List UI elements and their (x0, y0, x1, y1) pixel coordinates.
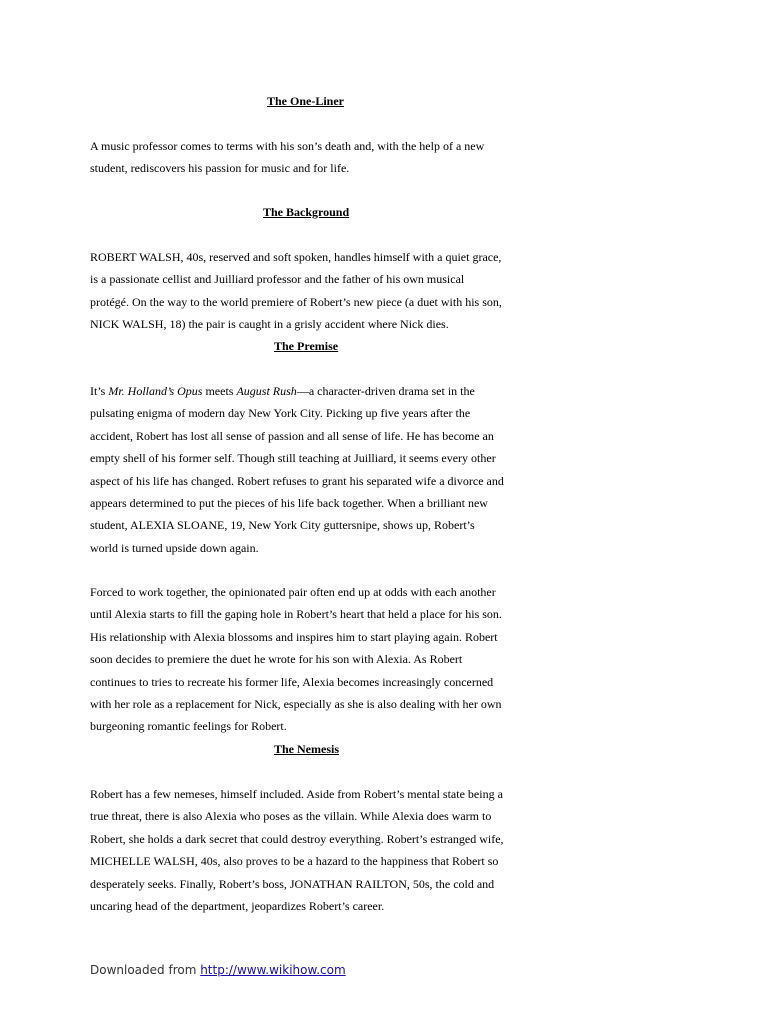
text-line: accident, Robert has lost all sense of passion and all sense of life. He has become an (90, 428, 494, 443)
text-line: desperately seeks. Finally, Robert’s boss, JONATHAN RAILTON, 50s, the cold and (90, 876, 495, 891)
heading-premise: The Premise (274, 339, 339, 353)
text-line: world is turned upside down again. (90, 540, 259, 555)
download-footer (90, 962, 346, 978)
text-line: burgeoning romantic feelings for Robert. (90, 719, 287, 734)
text-line: empty shell of his former self. Though still teaching at Juilliard, it seems every other (90, 451, 496, 466)
text-line: Forced to work together, the opinionated pair often end up at odds with each another (90, 585, 496, 599)
text-line: is a passionate cellist and Juilliard professor and the father of his own musical (90, 272, 465, 287)
text-line: NICK WALSH, 18) the pair is caught in a grisly accident where Nick dies. (90, 317, 449, 332)
text-line: student, ALEXIA SLOANE, 19, New York City guttersnipe, shows up, Robert’s (90, 518, 475, 533)
film-title-mr-hollands-opus: Mr. Holland’s Opus (108, 384, 203, 398)
text-line: His relationship with Alexia blossoms and inspires him to start playing again. Robert (90, 629, 498, 644)
heading-nemesis: The Nemesis (274, 742, 339, 756)
paragraph-one-liner (90, 135, 530, 180)
text-line: aspect of his life has changed. Robert refuses to grant his separated wife a divorce and (90, 473, 504, 488)
text-line (90, 380, 530, 402)
text-line: MICHELLE WALSH, 40s, also proves to be a hazard to the happiness that Robert so (90, 854, 499, 869)
paragraph-background (90, 246, 530, 336)
paragraph-premise (90, 380, 530, 559)
text-line: until Alexia starts to fill the gaping hole in Robert’s heart that held a place for his son. (90, 607, 502, 622)
wikihow-link[interactable]: http://www.wikihow.com (200, 963, 346, 977)
paragraph-nemesis (90, 783, 530, 917)
text-line: ROBERT WALSH, 40s, reserved and soft spoken, handles himself with a quiet grace, (90, 250, 502, 264)
text-line: student, rediscovers his passion for music and for life. (90, 161, 350, 176)
text-line: protégé. On the way to the world premiere of Robert’s new piece (a duet with his son, (90, 294, 502, 309)
text-line: soon decides to premiere the duet he wrote for his son with Alexia. As Robert (90, 652, 463, 667)
premise-prefix: It’s (90, 384, 109, 398)
heading-background: The Background (263, 205, 350, 219)
text-line: Robert has a few nemeses, himself included. Aside from Robert’s mental state being a (90, 787, 503, 801)
text-line: with her role as a replacement for Nick, especially as she is also dealing with her own (90, 697, 502, 712)
premise-suffix: —a character-driven drama set in the (296, 384, 475, 398)
premise-middle: meets (202, 384, 237, 398)
film-title-august-rush: August Rush (236, 384, 297, 398)
text-line: uncaring head of the department, jeopardizes Robert’s career. (90, 899, 385, 914)
text-line: continues to tries to recreate his former life, Alexia becomes increasingly concerned (90, 674, 494, 689)
text-line: true threat, there is also Alexia who poses as the villain. While Alexia does warm to (90, 809, 492, 824)
text-line: A music professor comes to terms with his son’s death and, with the help of a new (90, 139, 485, 153)
text-line: pulsating enigma of modern day New York City. Picking up five years after the (90, 406, 471, 421)
paragraph-premise-2 (90, 581, 530, 738)
footer-prefix: Downloaded from (90, 963, 201, 977)
text-line: appears determined to put the pieces of his life back together. When a brilliant new (90, 496, 488, 511)
heading-one-liner: The One-Liner (267, 94, 344, 108)
text-line: Robert, she holds a dark secret that could destroy everything. Robert’s estranged wife, (90, 831, 504, 846)
